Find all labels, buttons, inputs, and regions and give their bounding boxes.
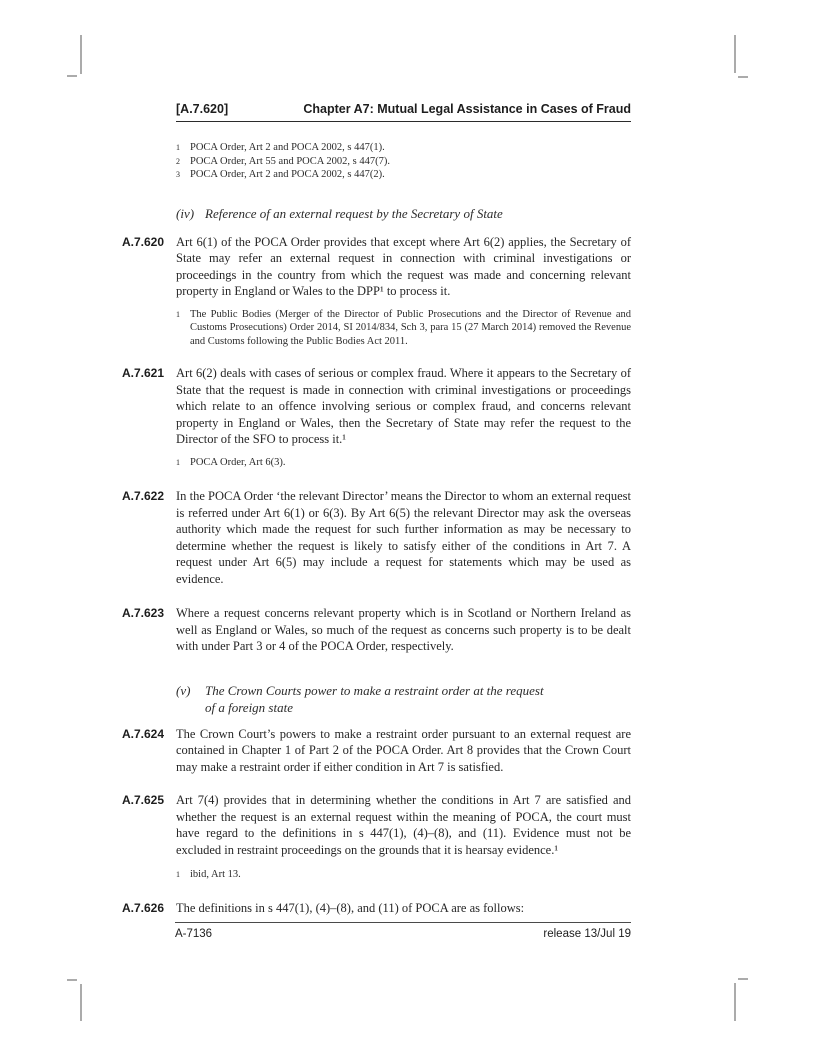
footnote-block-621 <box>176 456 631 470</box>
crop-mark-bottom-right-horizontal <box>738 978 748 980</box>
paragraph-620 <box>122 234 631 300</box>
paragraph-text: The definitions in s 447(1), (4)–(8), and (11) of POCA are as follows: <box>176 900 525 915</box>
paragraph-626 <box>122 900 631 917</box>
section-heading-line: of a foreign state <box>205 699 293 715</box>
footnote-marker: 1 <box>176 309 180 319</box>
footnote-text: POCA Order, Art 2 and POCA 2002, s 447(1). <box>190 142 385 153</box>
footer-page-ref: A-7136 <box>175 928 213 940</box>
paragraph-623 <box>122 605 631 655</box>
crop-mark-bottom-right-vertical <box>734 983 736 1021</box>
section-heading-label: (iv) <box>176 205 195 221</box>
paragraph-text: Where a request concerns relevant property which is in Scotland or Northern Ireland as well as England or Wales, so much of the request as concerns such property is to be dealt with under Part 3 or 4 of the POCA Order, respectively. <box>176 606 631 653</box>
paragraph-number: A.7.623 <box>122 606 165 620</box>
paragraph-text: Art 6(1) of the POCA Order provides that except where Art 6(2) applies, the Secretary of State may refer an external request in connection with criminal investigations or proceedings in the country from which the request was made and concerning relevant property in England or Wales to the DPP¹ to process it. <box>176 234 631 298</box>
paragraph-number: A.7.620 <box>122 234 165 249</box>
section-heading-line: The Crown Courts power to make a restraint order at the request <box>205 682 544 698</box>
footnote-marker: 1 <box>176 143 180 152</box>
footnote-marker: 2 <box>176 156 180 166</box>
footnote-block-625 <box>176 868 631 882</box>
paragraph-624 <box>122 726 631 776</box>
footnote-text: The Public Bodies (Merger of the Director of Public Prosecutions and the Director of Revenue and Customs Prosecutions) Order 2014, SI 2014/834, Sch 3, para 15 (27 March 2014) removed the Revenue and Customs following the Public Bodies Act 2011. <box>190 308 631 347</box>
footnote-text: ibid, Art 13. <box>190 869 241 880</box>
paragraph-text: The Crown Court’s powers to make a restraint order pursuant to an external request are contained in Chapter 1 of Part 2 of the POCA Order. Art 8 provides that the Crown Court may make a restraint order if either condition in Art 7 is satisfied. <box>176 726 631 774</box>
paragraph-number: A.7.622 <box>122 489 165 503</box>
footnote-item <box>176 308 631 349</box>
paragraph-number: A.7.624 <box>122 726 165 741</box>
footnote-item <box>176 155 631 169</box>
page-footer <box>175 922 631 940</box>
footnote-item <box>176 141 631 155</box>
footnote-block-620 <box>176 308 631 349</box>
running-header-ref: [A.7.620] <box>176 102 229 116</box>
running-header <box>176 0 631 116</box>
paragraph-621 <box>122 365 631 448</box>
footnote-item <box>176 456 631 470</box>
footer-release: release 13/Jul 19 <box>543 928 631 940</box>
footnote-item <box>176 168 631 182</box>
running-header-title: Chapter A7: Mutual Legal Assistance in Cases of Fraud <box>303 102 631 116</box>
footnote-text: POCA Order, Art 6(3). <box>190 456 286 468</box>
footnote-item <box>176 868 631 882</box>
crop-mark-bottom-left-vertical <box>80 984 82 1021</box>
section-heading-text <box>205 682 631 716</box>
section-heading-text: Reference of an external request by the Secretary of State <box>205 205 503 221</box>
paragraph-text: In the POCA Order ‘the relevant Director’ means the Director to whom an external request is referred under Art 6(1) or 6(3). By Art 6(5) the relevant Director may ask the overseas authority which made the request for such further information as may be necessary to determine whether the request is likely to satisfy either of the conditions in Art 7. A request under Art 6(5) may include a request for statements which may be used as evidence. <box>176 489 631 586</box>
paragraph-number: A.7.621 <box>122 366 165 380</box>
paragraph-622 <box>122 488 631 587</box>
paragraph-text: Art 6(2) deals with cases of serious or complex fraud. Where it appears to the Secretary of State that the request is made in connection with criminal investigations or proceedings which relate to an offence involving serious or complex fraud, and concerns relevant property in England or Wales, then the Secretary of State may refer the request to the Director of the SFO to process it.¹ <box>176 366 631 446</box>
page-content <box>122 0 631 916</box>
crop-mark-top-right-vertical <box>734 35 736 73</box>
crop-mark-top-left-vertical <box>80 35 82 74</box>
crop-mark-bottom-left-horizontal <box>67 979 77 981</box>
section-heading-iv <box>176 205 631 222</box>
section-heading-v <box>176 682 631 716</box>
footnote-marker: 3 <box>176 170 180 179</box>
footnote-marker: 1 <box>176 870 180 879</box>
footnote-marker: 1 <box>176 457 180 467</box>
footnote-text: POCA Order, Art 55 and POCA 2002, s 447(7). <box>190 155 390 167</box>
section-heading-label: (v) <box>176 682 191 698</box>
crop-mark-top-left-horizontal <box>67 75 77 77</box>
paragraph-text: Art 7(4) provides that in determining whether the conditions in Art 7 are satisfied and whether the request is an external request within the meaning of POCA, the court must have regard to the definitions in s 447(1), (4)–(8), and (11). Evidence must not be excluded in restraint proceedings on the grounds that it is hearsay evidence.¹ <box>176 793 631 857</box>
header-rule <box>176 121 631 122</box>
paragraph-625 <box>122 792 631 858</box>
top-footnote-block <box>176 141 631 182</box>
crop-mark-top-right-horizontal <box>738 76 748 78</box>
paragraph-number: A.7.625 <box>122 793 165 807</box>
footnote-text: POCA Order, Art 2 and POCA 2002, s 447(2). <box>190 169 385 180</box>
paragraph-number: A.7.626 <box>122 900 165 915</box>
